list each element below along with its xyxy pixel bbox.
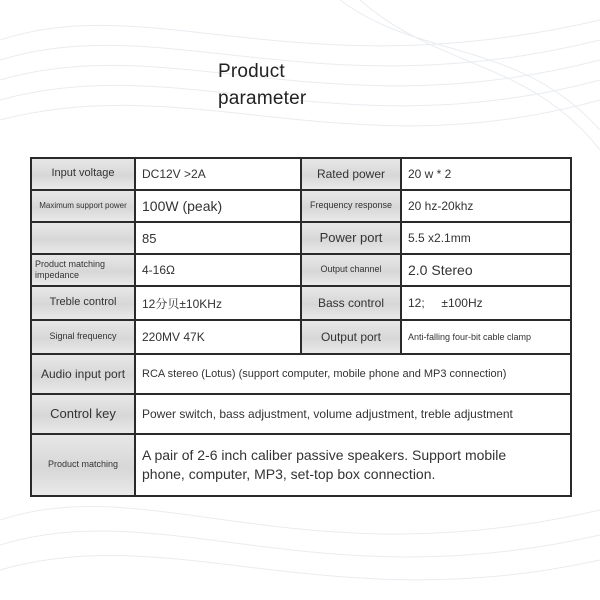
title-line-1: Product: [218, 61, 285, 82]
value-sensitivity: 85: [135, 222, 301, 254]
label-output-port: Output port: [301, 320, 401, 354]
value-control-key: Power switch, bass adjustment, volume adjustment, treble adjustment: [135, 394, 571, 434]
value-rated-power: 20 w * 2: [401, 158, 571, 190]
label-audio-input-port: Audio input port: [31, 354, 135, 394]
value-signal-frequency: 220MV 47K: [135, 320, 301, 354]
label-power-port: Power port: [301, 222, 401, 254]
table-row: [31, 320, 571, 354]
title-line-2: parameter: [218, 88, 307, 109]
table-row: [31, 434, 571, 496]
table-row: [31, 222, 571, 254]
value-maximum-support-power: 100W (peak): [135, 190, 301, 222]
value-product-matching: A pair of 2-6 inch caliber passive speakers. Support mobile phone, computer, MP3, set-top box connection.: [135, 434, 571, 496]
label-empty: [31, 222, 135, 254]
label-frequency-response: Frequency response: [301, 190, 401, 222]
label-rated-power: Rated power: [301, 158, 401, 190]
value-input-voltage: DC12V >2A: [135, 158, 301, 190]
label-output-channel: Output channel: [301, 254, 401, 286]
label-signal-frequency: Signal frequency: [31, 320, 135, 354]
value-treble-control: 12分贝±10KHz: [135, 286, 301, 320]
label-input-voltage: Input voltage: [31, 158, 135, 190]
label-bass-control: Bass control: [301, 286, 401, 320]
parameter-table: [30, 157, 572, 497]
value-bass-control: 12; ±100Hz: [401, 286, 571, 320]
page-title: [218, 58, 306, 112]
label-control-key: Control key: [31, 394, 135, 434]
label-product-matching-impedance: Product matching impedance: [31, 254, 135, 286]
value-output-channel: 2.0 Stereo: [401, 254, 571, 286]
label-maximum-support-power: Maximum support power: [31, 190, 135, 222]
table-row: [31, 394, 571, 434]
table-row: [31, 354, 571, 394]
table-row: [31, 286, 571, 320]
table-row: [31, 158, 571, 190]
value-audio-input-port: RCA stereo (Lotus) (support computer, mobile phone and MP3 connection): [135, 354, 571, 394]
value-frequency-response: 20 hz-20khz: [401, 190, 571, 222]
value-output-port: Anti-falling four-bit cable clamp: [401, 320, 571, 354]
value-product-matching-impedance: 4-16Ω: [135, 254, 301, 286]
value-power-port: 5.5 x2.1mm: [401, 222, 571, 254]
label-product-matching: Product matching: [31, 434, 135, 496]
label-treble-control: Treble control: [31, 286, 135, 320]
table-row: [31, 254, 571, 286]
table-row: [31, 190, 571, 222]
